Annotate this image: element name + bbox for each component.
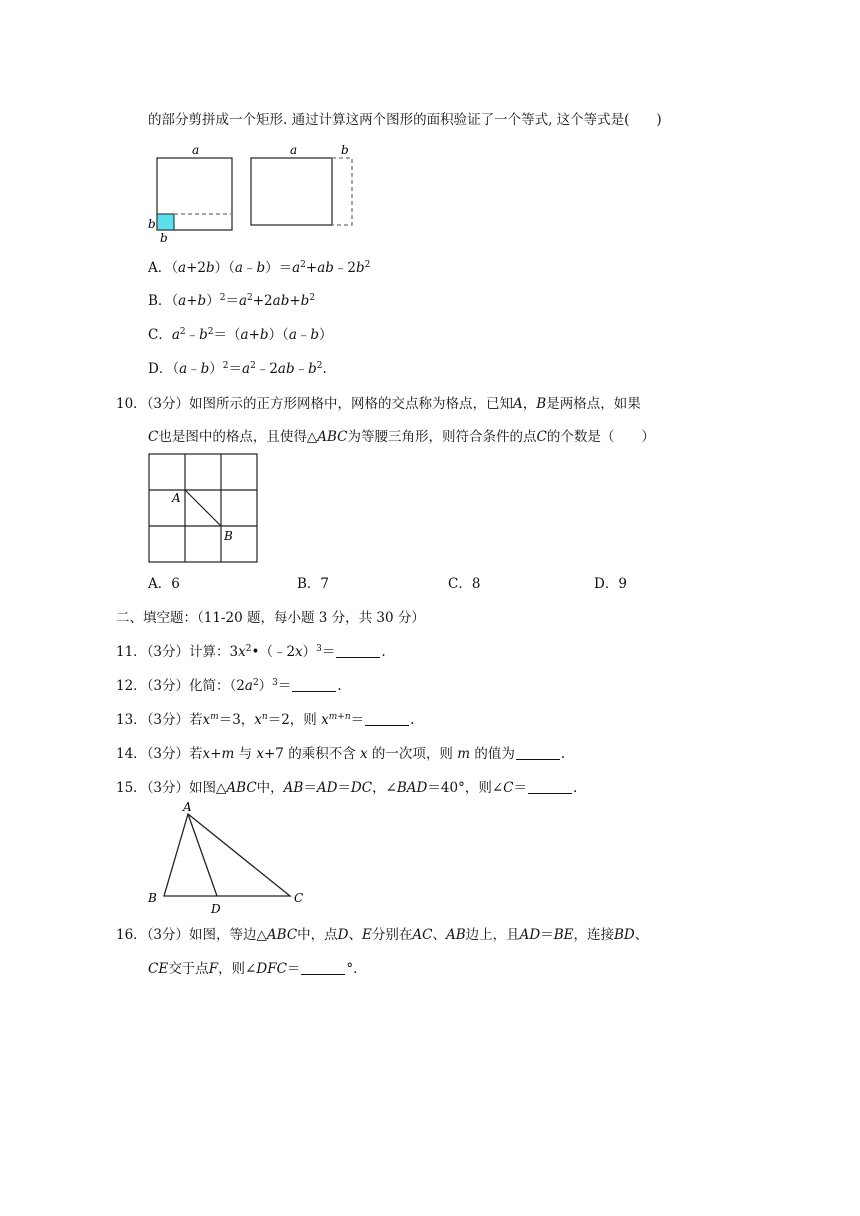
q9-label-b2: b <box>341 143 349 157</box>
q10-option-d: D．9 <box>594 576 627 592</box>
q10-line1: 10．（3分）如图所示的正方形网格中，网格的交点称为格点，已知A，B是两格点，如果 <box>116 396 641 412</box>
q9-label-b-side: b <box>148 217 156 231</box>
q9-option-c: C．$a^2﹣b^2=(a+b)(a﹣b)$ <box>148 327 333 343</box>
q9-option-d: D．$(a﹣b)^2=a^2﹣2ab﹣b^2$. <box>148 361 327 377</box>
q10-label-b: B <box>224 529 233 543</box>
q9-rectangle <box>251 158 332 225</box>
q15-label-c: C <box>294 891 304 905</box>
q10-grid-figure <box>145 450 265 570</box>
q10-option-c: C．8 <box>448 576 481 592</box>
q10-option-b: B．7 <box>297 576 330 592</box>
q9-label-a2: a <box>290 143 298 157</box>
q15: 15．（3分）如图△ABC中，AB＝AD＝DC，∠BAD＝40°，则∠C＝ . <box>116 780 578 796</box>
q15-label-b: B <box>148 891 157 905</box>
section2-title: 二、填空题：（11-20 题，每小题 3 分，共 30 分） <box>116 610 425 626</box>
q9-small-square <box>157 214 174 230</box>
q11: 11．（3分）计算：$3x^2•(﹣2x)^3=$ . <box>116 644 386 660</box>
q10-line2: C也是图中的格点，且使得△ABC为等腰三角形，则符合条件的点C的个数是（ ） <box>148 429 655 445</box>
q13: 13．（3分）若$x^m=3$，$x^n=2$，则 $x^{m+n}=$ . <box>116 712 415 728</box>
q9-option-b: B．$(a+b)^2=a^2+2ab+b^2$ <box>148 293 316 309</box>
q9-label-b-bottom: b <box>160 231 168 245</box>
q9-dashed-strip <box>332 158 352 225</box>
q15-label-a: A <box>183 800 192 814</box>
q15-label-d: D <box>211 902 221 916</box>
q10-segment-ab <box>185 490 221 526</box>
q9-label-a: a <box>192 143 200 157</box>
q9-stem-tail: 的部分剪拼成一个矩形. 通过计算这两个图形的面积验证了一个等式, 这个等式是( ) <box>148 112 662 128</box>
q12: 12．（3分）化简：$(2a^2)^3=$ . <box>116 678 342 694</box>
q16-line1: 16．（3分）如图，等边△ABC中，点D、E分别在AC、AB边上，且AD＝BE，连接BD、 <box>116 927 649 943</box>
q10-option-a: A．6 <box>148 576 180 592</box>
q9-option-a: A．$(a+2b)(a﹣b)=a^2+ab﹣2b^2$ <box>148 260 371 276</box>
q16-line2: CE交于点F，则∠DFC＝ °． <box>148 961 367 977</box>
q10-label-a: A <box>172 491 181 505</box>
q14: 14．（3分）若x+m 与 x+7 的乘积不含 x 的一次项，则 m 的值为 . <box>116 746 566 762</box>
q15-triangle-figure <box>140 800 320 920</box>
q9-figure <box>140 138 370 248</box>
